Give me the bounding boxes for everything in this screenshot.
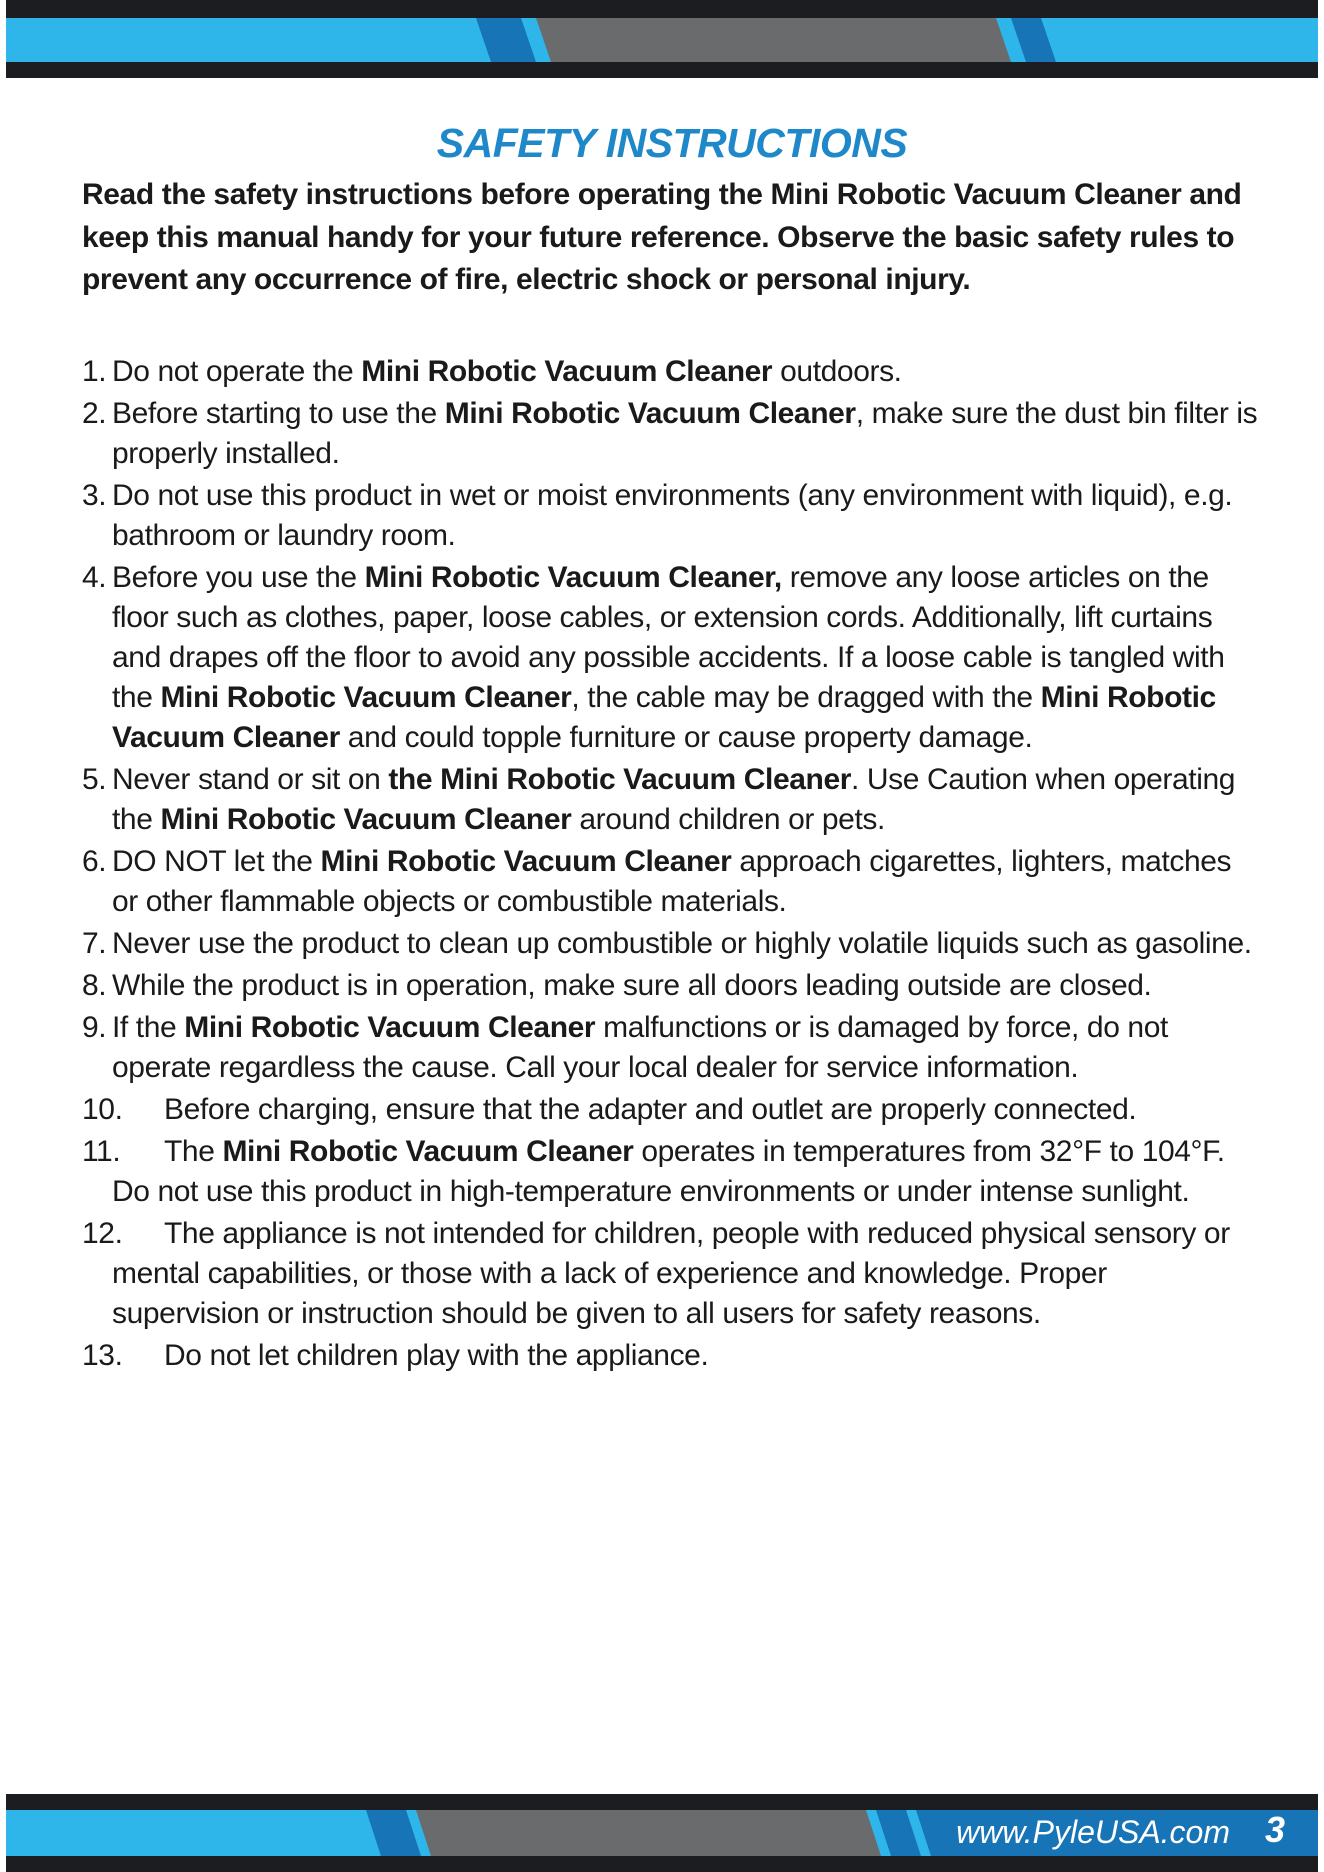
rule-text: DO NOT let the — [112, 844, 321, 878]
rule-text: Never use the product to clean up combustible or highly volatile liquids such as gasoline. — [112, 926, 1252, 960]
safety-rule-item — [82, 966, 1262, 1006]
rule-number: 9. — [82, 1010, 107, 1044]
band-gray-panel — [536, 18, 1011, 62]
rule-text: remove any loose articles on the floor such as clothes, paper, loose cables, or extension cords. Additionally, lift curtains and drapes off the floor to avoid any possible accidents. If a loose cable is tangled with the — [112, 560, 1225, 714]
intro-paragraph: Read the safety instructions before operating the Mini Robotic Vacuum Cleaner and keep this manual handy for your future reference. Observe the basic safety rules to prevent any occurrence of fire, electric shock or personal injury. — [82, 178, 1242, 296]
rule-text: The appliance is not intended for children, people with reduced physical sensory or mental capabilities, or those with a lack of experience and knowledge. Proper supervision or instruction should be given to all users for safety reasons. — [112, 1216, 1230, 1330]
safety-rule-item — [82, 1214, 1262, 1334]
rule-text: . Use Caution when operating the — [112, 762, 1236, 836]
safety-rule-item — [82, 760, 1262, 840]
rule-text: operates in temperatures from 32°F to 104°F. Do not use this product in high-temperature environments or under intense sunlight. — [112, 1134, 1225, 1208]
rule-text: Before you use the — [112, 560, 365, 594]
page-content — [82, 118, 1262, 1378]
rule-text: Do not use this product in wet or moist environments (any environment with liquid), e.g. bathroom or laundry room. — [112, 478, 1233, 552]
rule-number: 10. — [82, 1092, 123, 1126]
rule-emphasis: the Mini Robotic Vacuum Cleaner — [388, 762, 852, 796]
rule-text: Before starting to use the — [112, 396, 445, 430]
rule-text: , make sure the dust bin filter is properly installed. — [112, 396, 1258, 470]
rule-number: 2. — [82, 396, 107, 430]
rule-text: While the product is in operation, make sure all doors leading outside are closed. — [112, 968, 1152, 1002]
rule-emphasis: Mini Robotic Vacuum Cleaner — [361, 354, 773, 388]
rule-number: 4. — [82, 560, 107, 594]
safety-rule-item — [82, 1090, 1262, 1130]
band-gray-panel — [416, 1810, 881, 1856]
footer-website: www.PyleUSA.com — [956, 1814, 1230, 1850]
rule-emphasis: Mini Robotic Vacuum Cleaner — [320, 844, 732, 878]
rule-text: The — [164, 1134, 223, 1168]
rule-emphasis: Mini Robotic Vacuum Cleaner, — [364, 560, 782, 594]
rule-number: 3. — [82, 478, 107, 512]
rule-emphasis: Mini Robotic Vacuum Cleaner — [160, 802, 572, 836]
safety-rule-item — [82, 394, 1262, 474]
rule-emphasis: Mini Robotic Vacuum Cleaner — [444, 396, 856, 430]
rule-number: 13. — [82, 1338, 123, 1372]
rule-number: 8. — [82, 968, 107, 1002]
rule-text: , the cable may be dragged with the — [571, 680, 1041, 714]
rule-text: Before charging, ensure that the adapter and outlet are properly connected. — [164, 1092, 1137, 1126]
rule-text: If the — [112, 1010, 185, 1044]
safety-rule-item — [82, 1008, 1262, 1088]
page-number: 3 — [1264, 1809, 1286, 1850]
rule-text: Never stand or sit on — [112, 762, 389, 796]
rule-number: 6. — [82, 844, 107, 878]
rule-text: Do not let children play with the appliance. — [164, 1338, 709, 1372]
safety-rule-item — [82, 476, 1262, 556]
safety-rule-item — [82, 1132, 1262, 1212]
safety-rule-item — [82, 352, 1262, 392]
rule-emphasis: Mini Robotic Vacuum Cleaner — [112, 680, 1216, 754]
header-band — [6, 0, 1318, 78]
page-title: SAFETY INSTRUCTIONS — [436, 120, 908, 166]
rule-emphasis: Mini Robotic Vacuum Cleaner — [160, 680, 572, 714]
safety-rule-item — [82, 924, 1262, 964]
rule-number: 7. — [82, 926, 107, 960]
safety-rule-item — [82, 558, 1262, 758]
safety-rule-item — [82, 842, 1262, 922]
rule-text: malfunctions or is damaged by force, do not operate regardless the cause. Call your local dealer for service information. — [112, 1010, 1168, 1084]
rule-number: 12. — [82, 1216, 123, 1250]
rule-text: Do not operate the — [112, 354, 362, 388]
rule-number: 1. — [82, 354, 107, 388]
rule-text: and could topple furniture or cause property damage. — [339, 720, 1033, 754]
rule-text: around children or pets. — [571, 802, 885, 836]
safety-rule-item — [82, 1336, 1262, 1376]
rule-emphasis: Mini Robotic Vacuum Cleaner — [184, 1010, 596, 1044]
header-band-graphic — [6, 0, 1318, 78]
rule-text: outdoors. — [772, 354, 902, 388]
safety-rules-list — [82, 352, 1262, 1376]
rule-text: approach cigarettes, lighters, matches or other flammable objects or combustible materials. — [112, 844, 1232, 918]
rule-number: 5. — [82, 762, 107, 796]
rule-emphasis: Mini Robotic Vacuum Cleaner — [222, 1134, 634, 1168]
rule-number: 11. — [82, 1134, 121, 1168]
